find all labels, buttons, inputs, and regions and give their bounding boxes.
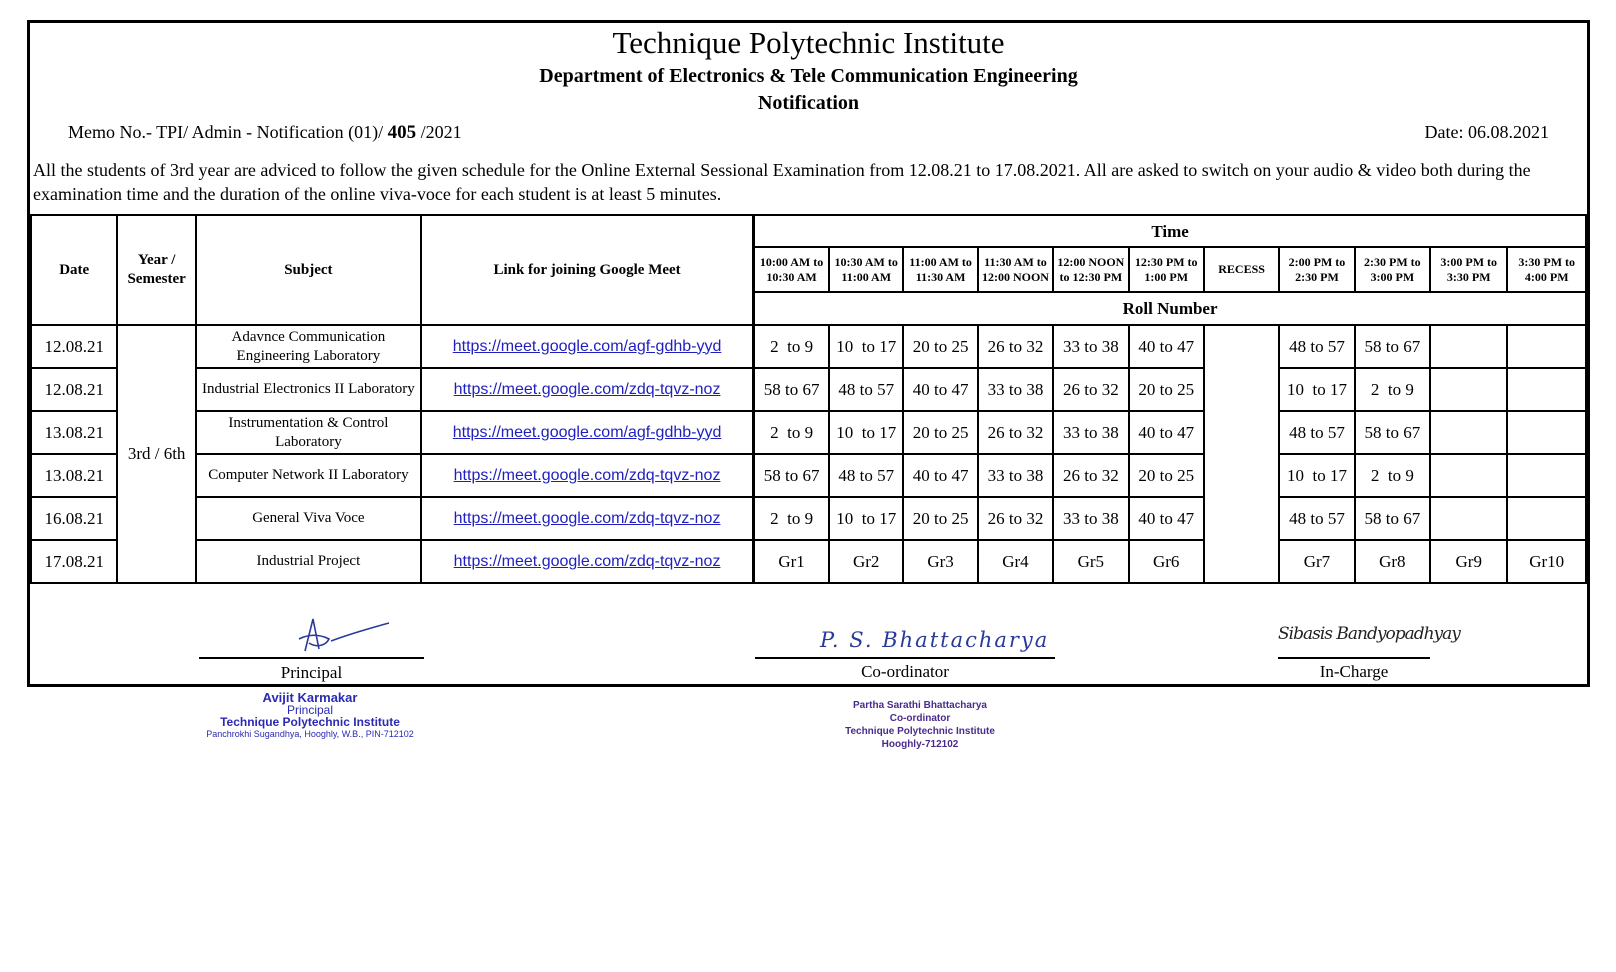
roll-number-cell: 33 to 38 — [1053, 325, 1128, 368]
principal-signature-mark — [285, 613, 395, 658]
google-meet-link[interactable]: https://meet.google.com/zdq-tqvz-noz — [453, 552, 721, 570]
schedule-row — [31, 411, 1586, 454]
google-meet-link[interactable]: https://meet.google.com/zdq-tqvz-noz — [453, 509, 721, 527]
roll-number-cell: 26 to 32 — [978, 411, 1053, 454]
google-meet-link[interactable]: https://meet.google.com/agf-gdhb-yyd — [452, 337, 722, 355]
notice-date: Date: 06.08.2021 — [1424, 122, 1549, 142]
coordinator-stamp-title: Co-ordinator — [889, 713, 951, 724]
roll-number-cell: 10 to 17 — [829, 497, 903, 540]
roll-number-cell — [1507, 325, 1586, 368]
roll-number-cell: 2 to 9 — [1355, 368, 1430, 411]
memo-prefix: Memo No.- TPI/ Admin - Notification (01)/ — [68, 122, 384, 142]
principal-role: Principal — [280, 663, 343, 682]
roll-number-cell: 20 to 25 — [1129, 454, 1204, 497]
row-subject: Computer Network II Laboratory — [196, 454, 421, 497]
roll-number-cell: 58 to 67 — [754, 454, 829, 497]
row-date: 13.08.21 — [31, 411, 117, 454]
roll-number-cell: 2 to 9 — [754, 411, 829, 454]
google-meet-link[interactable]: https://meet.google.com/zdq-tqvz-noz — [453, 380, 721, 398]
roll-number-cell: Gr7 — [1279, 540, 1354, 583]
roll-number-cell — [1430, 368, 1507, 411]
row-date: 12.08.21 — [31, 325, 117, 368]
time-slot-header: 11:30 AM to 12:00 NOON — [978, 247, 1053, 292]
col-header-subject: Subject — [196, 215, 421, 325]
roll-number-cell: 48 to 57 — [1279, 497, 1354, 540]
principal-stamp-address: Panchrokhi Sugandhya, Hooghly, W.B., PIN-712102 — [206, 729, 414, 739]
roll-number-cell: 58 to 67 — [1355, 411, 1430, 454]
schedule-row — [31, 497, 1586, 540]
roll-number-cell: Gr3 — [903, 540, 977, 583]
row-subject: Instrumentation & Control Laboratory — [196, 411, 421, 454]
roll-number-cell: 26 to 32 — [1053, 368, 1128, 411]
roll-number-cell — [1430, 454, 1507, 497]
header-row-time — [31, 215, 1586, 247]
coordinator-stamp-address: Hooghly-712102 — [881, 739, 959, 750]
time-slot-header: 10:00 AM to 10:30 AM — [754, 247, 829, 292]
institute-title: Technique Polytechnic Institute — [612, 25, 1005, 60]
coordinator-handwriting: P. S. Bhattacharya — [820, 628, 1050, 652]
notice-frame — [27, 20, 1590, 687]
roll-number-cell — [1507, 368, 1586, 411]
row-date: 13.08.21 — [31, 454, 117, 497]
google-meet-link[interactable]: https://meet.google.com/zdq-tqvz-noz — [453, 466, 721, 484]
roll-number-cell: 40 to 47 — [1129, 497, 1204, 540]
notification-heading: Notification — [757, 92, 860, 114]
time-slot-header: 3:00 PM to 3:30 PM — [1430, 247, 1507, 292]
col-header-time: Time — [754, 215, 1586, 247]
principal-stamp-org: Technique Polytechnic Institute — [220, 715, 400, 729]
roll-number-cell — [1507, 411, 1586, 454]
roll-number-cell: 58 to 67 — [754, 368, 829, 411]
roll-number-cell — [1430, 497, 1507, 540]
row-link-cell — [421, 540, 754, 583]
memo-number-value: 405 — [387, 122, 417, 143]
roll-number-cell: 26 to 32 — [978, 497, 1053, 540]
row-subject: Adavnce Communication Engineering Laboratory — [196, 325, 421, 368]
col-header-date: Date — [31, 215, 117, 325]
roll-number-cell: 58 to 67 — [1355, 325, 1430, 368]
incharge-role: In-Charge — [1319, 662, 1389, 681]
roll-number-cell: 58 to 67 — [1355, 497, 1430, 540]
roll-number-cell: 2 to 9 — [754, 497, 829, 540]
row-link-cell — [421, 325, 754, 368]
row-subject: General Viva Voce — [196, 497, 421, 540]
coordinator-role: Co-ordinator — [861, 662, 949, 681]
google-meet-link[interactable]: https://meet.google.com/agf-gdhb-yyd — [452, 423, 722, 441]
roll-number-cell — [1507, 497, 1586, 540]
time-slot-header: 10:30 AM to 11:00 AM — [829, 247, 903, 292]
schedule-row — [31, 540, 1586, 583]
roll-number-cell: 10 to 17 — [829, 325, 903, 368]
roll-number-cell: 48 to 57 — [829, 454, 903, 497]
time-slot-header: 2:00 PM to 2:30 PM — [1279, 247, 1354, 292]
time-slot-header: 3:30 PM to 4:00 PM — [1507, 247, 1586, 292]
roll-number-cell: 40 to 47 — [1129, 411, 1204, 454]
roll-number-cell — [1430, 325, 1507, 368]
department-name: Department of Electronics & Tele Communication Engineering — [539, 65, 1078, 87]
memo-number — [68, 119, 462, 146]
time-slot-header: 2:30 PM to 3:00 PM — [1355, 247, 1430, 292]
roll-number-cell: 20 to 25 — [1129, 368, 1204, 411]
roll-number-cell: Gr2 — [829, 540, 903, 583]
schedule-row — [31, 454, 1586, 497]
time-slot-header: RECESS — [1204, 247, 1279, 292]
row-date: 16.08.21 — [31, 497, 117, 540]
row-link-cell — [421, 497, 754, 540]
time-slot-header: 11:00 AM to 11:30 AM — [903, 247, 977, 292]
roll-number-cell: 10 to 17 — [1279, 454, 1354, 497]
time-slot-header: 12:30 PM to 1:00 PM — [1129, 247, 1204, 292]
row-subject: Industrial Electronics II Laboratory — [196, 368, 421, 411]
row-link-cell — [421, 368, 754, 411]
roll-number-cell: Gr4 — [978, 540, 1053, 583]
roll-number-cell — [1507, 454, 1586, 497]
roll-number-cell: 2 to 9 — [754, 325, 829, 368]
roll-number-cell: Gr8 — [1355, 540, 1430, 583]
row-date: 17.08.21 — [31, 540, 117, 583]
roll-number-cell: Gr6 — [1129, 540, 1204, 583]
roll-number-cell: Gr1 — [754, 540, 829, 583]
schedule-row — [31, 325, 1586, 368]
principal-stamp-title: Principal — [286, 703, 334, 717]
roll-number-cell: 20 to 25 — [903, 411, 977, 454]
incharge-handwriting: Sibasis Bandyopadhyay — [1278, 624, 1460, 644]
row-link-cell — [421, 411, 754, 454]
schedule-table — [30, 214, 1587, 584]
col-header-year-semester: Year / Semester — [117, 215, 195, 325]
roll-number-cell: 48 to 57 — [1279, 411, 1354, 454]
coordinator-stamp-org: Technique Polytechnic Institute — [845, 726, 995, 737]
memo-suffix: /2021 — [420, 122, 462, 142]
roll-number-cell: 26 to 32 — [1053, 454, 1128, 497]
roll-number-cell: 33 to 38 — [978, 368, 1053, 411]
recess-cell — [1204, 325, 1279, 583]
roll-number-cell: 10 to 17 — [1279, 368, 1354, 411]
schedule-row — [31, 368, 1586, 411]
row-link-cell — [421, 454, 754, 497]
coordinator-stamp-name: Partha Sarathi Bhattacharya — [853, 700, 987, 711]
roll-number-cell: 20 to 25 — [903, 325, 977, 368]
roll-number-cell: 48 to 57 — [829, 368, 903, 411]
roll-number-cell: 33 to 38 — [1053, 411, 1128, 454]
roll-number-cell: 48 to 57 — [1279, 325, 1354, 368]
roll-number-cell: Gr5 — [1053, 540, 1128, 583]
roll-number-cell: Gr9 — [1430, 540, 1507, 583]
roll-number-cell: 40 to 47 — [1129, 325, 1204, 368]
notice-paragraph: All the students of 3rd year are adviced to follow the given schedule for the Online External Sessional Examination from 12.08.21 to 17.08.2021. All are asked to switch on your audio & video both during the examination time and the duration of the online viva-voce for each student is at least 5 minutes. — [33, 160, 1531, 204]
row-date: 12.08.21 — [31, 368, 117, 411]
col-header-link: Link for joining Google Meet — [421, 215, 754, 325]
col-header-roll-number: Roll Number — [754, 292, 1586, 325]
year-semester-cell: 3rd / 6th — [117, 325, 195, 583]
roll-number-cell: 26 to 32 — [978, 325, 1053, 368]
principal-stamp-name: Avijit Karmakar — [262, 690, 358, 705]
roll-number-cell: 33 to 38 — [978, 454, 1053, 497]
roll-number-cell: 33 to 38 — [1053, 497, 1128, 540]
roll-number-cell: 10 to 17 — [829, 411, 903, 454]
time-slot-header: 12:00 NOON to 12:30 PM — [1053, 247, 1128, 292]
row-subject: Industrial Project — [196, 540, 421, 583]
roll-number-cell — [1430, 411, 1507, 454]
roll-number-cell: 40 to 47 — [903, 454, 977, 497]
roll-number-cell: 2 to 9 — [1355, 454, 1430, 497]
roll-number-cell: 20 to 25 — [903, 497, 977, 540]
roll-number-cell: Gr10 — [1507, 540, 1586, 583]
roll-number-cell: 40 to 47 — [903, 368, 977, 411]
